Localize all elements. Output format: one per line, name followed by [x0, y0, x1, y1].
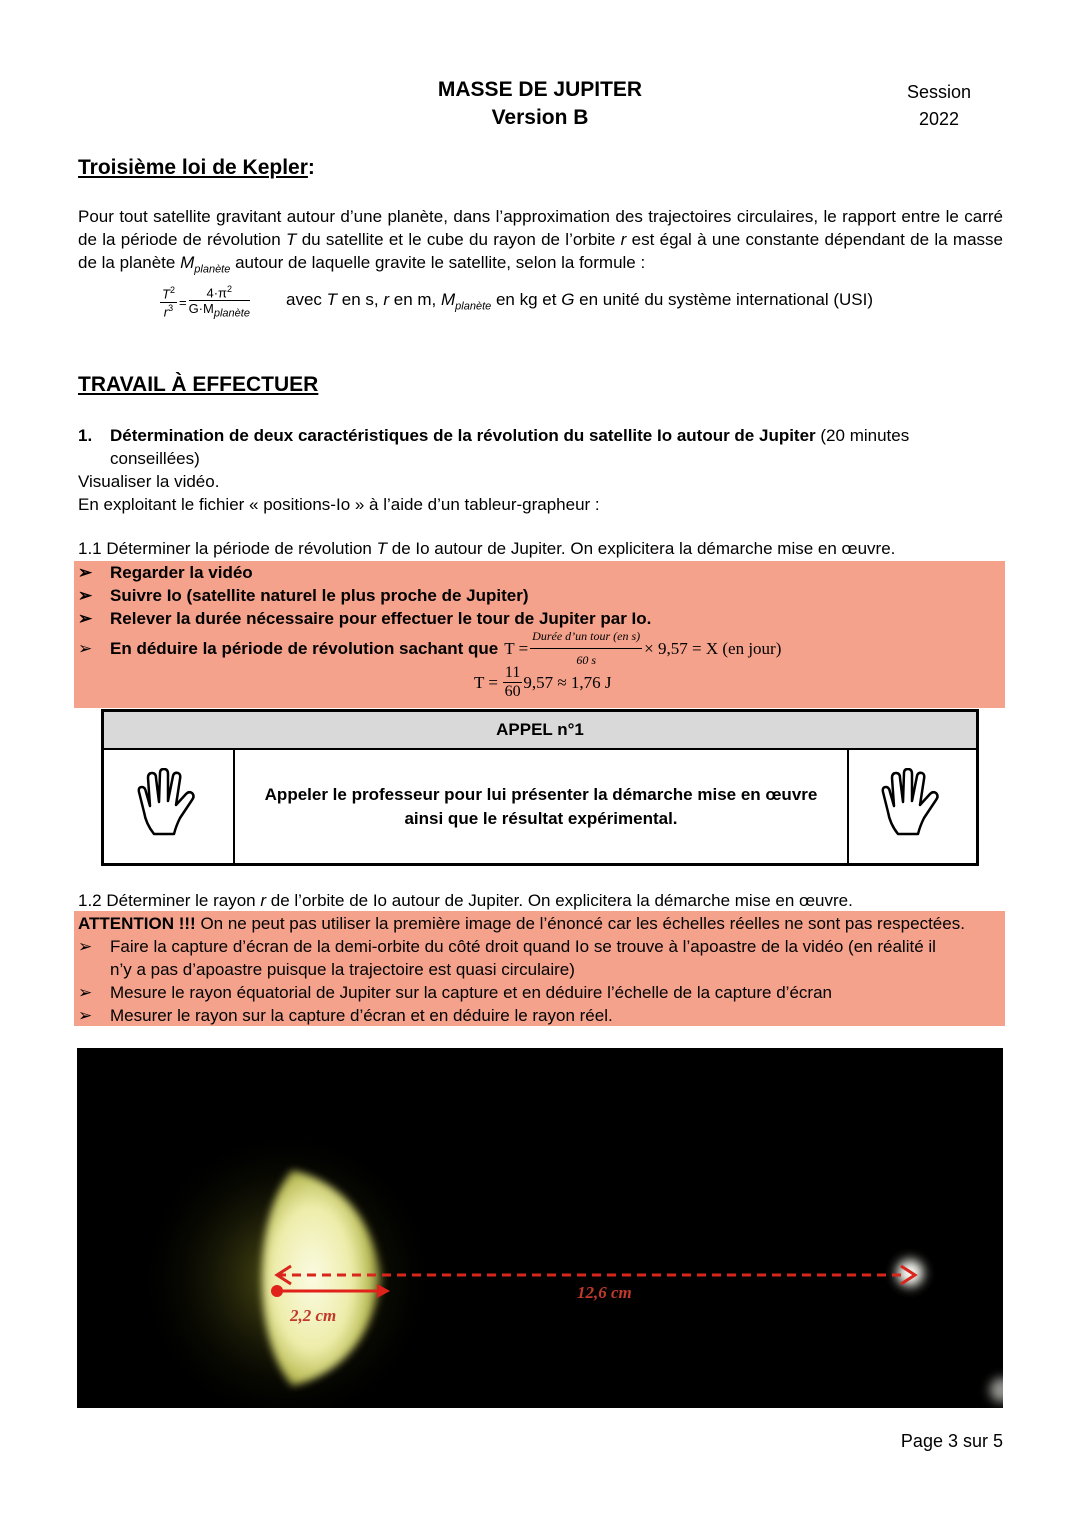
q11-text-a: 1.1 Déterminer la période de révolution — [78, 539, 377, 558]
q11-T: T — [376, 539, 388, 558]
answer1-item-4 — [78, 629, 781, 667]
formula-rhs — [189, 284, 250, 320]
session-year: 2022 — [918, 109, 960, 129]
session-label: Session — [906, 82, 972, 102]
line-file: En exploitant le fichier « positions-Io » à l’aide d’un tableur-grapheur : — [78, 495, 600, 514]
appel-line-2: ainsi que le résultat expérimental. — [404, 808, 678, 828]
answer2-item-3 — [78, 1004, 613, 1027]
q1-number: 1. — [78, 426, 93, 445]
bullet-icon: ➢ — [78, 937, 93, 956]
bullet-icon: ➢ — [78, 1006, 93, 1025]
bullet-icon: ➢ — [78, 983, 93, 1002]
jupiter-io-capture — [77, 1048, 1003, 1408]
formula-exp2: 2 — [169, 285, 175, 296]
kepler-heading-text: Troisième loi de Kepler — [78, 156, 308, 179]
formula-equals: = — [178, 294, 187, 310]
kepler-text-1: Pour tout satellite gravitant autour d’une planète, dans l’approximation des trajectoires circulaires, le rapport entre le carré de la période de révolution — [78, 207, 1003, 249]
answer1-text-3: Relever la durée nécessaire pour effectuer le tour de Jupiter par Io. — [110, 609, 652, 628]
var-M-sub: planète — [194, 263, 231, 276]
answer1-deduce: En déduire la période de révolution sachant que — [110, 638, 499, 658]
formula-r: r — [163, 303, 169, 319]
kepler-text-4: autour de laquelle gravite le satellite, selon la formule : — [230, 253, 646, 272]
calc-den: 60 — [504, 683, 521, 700]
answer2-item-1b — [78, 958, 575, 981]
page-number: Page 3 sur 5 — [900, 1431, 1003, 1451]
formula-pi-exp: 2 — [227, 284, 233, 295]
kepler-text-3: est égal à une constante dépendant de la masse de la planète — [78, 230, 1003, 272]
page-title: MASSE DE JUPITER — [437, 78, 643, 101]
kepler-formula — [160, 278, 250, 326]
appel-line-1: Appeler le professeur pour lui présenter la démarche mise en œuvre — [264, 784, 818, 804]
q1-time-a: (20 minutes — [815, 426, 910, 445]
formula-exp3: 3 — [168, 302, 174, 313]
bullet-icon: ➢ — [78, 609, 93, 628]
answer1-text-2: Suivre Io (satellite naturel le plus proche de Jupiter) — [110, 586, 529, 605]
appel-message — [234, 749, 848, 865]
note-5: en unité du système international (USI) — [574, 290, 874, 309]
q1-title: Détermination de deux caractéristiques de la révolution du satellite Io autour de Jupiter — [110, 426, 816, 445]
jupiter-io-image — [77, 1048, 1003, 1408]
q12-text-b: de l’orbite de Io autour de Jupiter. On explicitera la démarche mise en œuvre. — [266, 891, 853, 910]
q12-r: r — [260, 891, 267, 910]
attention-label: ATTENTION !!! — [78, 914, 196, 933]
appel-right-cell — [848, 749, 978, 865]
formula-T: T — [162, 286, 170, 302]
attention-text: On ne peut pas utiliser la première image de l’énoncé car les échelles réelles ne sont pas respectées. — [195, 914, 965, 933]
hand-icon — [134, 768, 204, 840]
formula-note — [286, 290, 873, 312]
q1-time-b: conseillées) — [110, 449, 200, 468]
answer2-item-2 — [78, 981, 832, 1004]
bullet-icon: ➢ — [78, 638, 93, 658]
calc-fraction — [503, 664, 522, 701]
appel-title: APPEL n°1 — [103, 711, 978, 750]
kepler-text-2: du satellite et le cube du rayon de l’orbite — [296, 230, 621, 249]
answer1-item-2 — [78, 584, 529, 607]
calc-tail: 9,57 ≈ 1,76 J — [523, 672, 612, 692]
bullet-icon: ➢ — [78, 563, 93, 582]
answer1-item-1 — [78, 561, 253, 584]
note-2: en s, — [337, 290, 384, 309]
q11-text-b: de Io autour de Jupiter. On explicitera la démarche mise en œuvre. — [387, 539, 896, 558]
answer2-attention — [78, 912, 1008, 935]
var-M: M — [180, 253, 195, 272]
note-M: M — [440, 290, 456, 309]
answer2-text-1b: n’y a pas d’apoastre puisque la trajectoire est quasi circulaire) — [110, 960, 575, 979]
formula-tail: × 9,57 = X (en jour) — [644, 638, 782, 658]
note-T: T — [326, 290, 338, 309]
note-4: en kg et — [491, 290, 562, 309]
kepler-heading — [78, 156, 315, 180]
kepler-heading-colon: : — [307, 156, 315, 179]
formula-lhs — [160, 285, 177, 319]
bullet-icon: ➢ — [78, 586, 93, 605]
note-1: avec — [286, 290, 327, 309]
appel-box — [101, 709, 979, 866]
note-M-sub: planète — [455, 300, 492, 313]
fraction-num: Durée d’un tour (en s) — [530, 625, 642, 649]
question-1-2 — [78, 891, 853, 911]
calc-num: 11 — [504, 664, 521, 681]
work-heading: TRAVAIL À EFFECTUER — [78, 373, 319, 396]
q12-text-a: 1.2 Déterminer le rayon — [78, 891, 261, 910]
var-r: r — [620, 230, 627, 249]
answer2-text-1a: Faire la capture d’écran de la demi-orbite du côté droit quand Io se trouve à l’apoastre de la vidéo (en réalité il — [110, 937, 936, 956]
answer1-calc — [474, 664, 612, 701]
calc-T: T = — [474, 672, 498, 692]
note-3: en m, — [389, 290, 441, 309]
question-1 — [78, 424, 1003, 516]
fraction-den: 60 s — [576, 652, 596, 667]
kepler-paragraph — [78, 205, 1003, 281]
formula-GM-sub: planète — [213, 307, 250, 320]
formula-4pi: 4·π — [206, 285, 227, 301]
jupiter-radius-label: 2,2 cm — [290, 1306, 337, 1325]
var-T: T — [286, 230, 297, 249]
answer2-item-1 — [78, 935, 936, 958]
appel-left-cell — [103, 749, 235, 865]
answer2-text-3: Mesurer le rayon sur la capture d’écran et en déduire le rayon réel. — [110, 1006, 613, 1025]
formula-T-eq: T = — [504, 638, 529, 658]
answer1-text-1: Regarder la vidéo — [110, 563, 253, 582]
note-G: G — [561, 290, 575, 309]
question-1-1 — [78, 539, 895, 559]
orbit-radius-label: 12,6 cm — [577, 1283, 632, 1302]
hand-icon — [878, 768, 948, 840]
page-subtitle: Version B — [491, 106, 589, 129]
answer2-text-2: Mesure le rayon équatorial de Jupiter sur la capture et en déduire l’échelle de la capture d’écran — [110, 983, 832, 1002]
formula-GM: G·M — [188, 301, 214, 317]
note-r: r — [383, 290, 390, 309]
line-video: Visualiser la vidéo. — [78, 472, 220, 491]
distant-star — [982, 1370, 1003, 1408]
